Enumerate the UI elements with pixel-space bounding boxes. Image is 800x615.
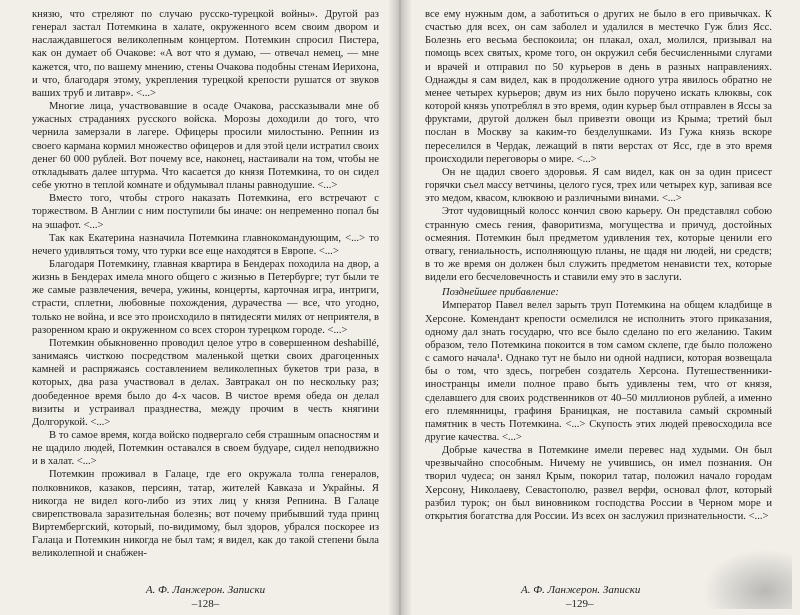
paragraph: Многие лица, участвовавшие в осаде Очакова, рассказывали мне об ужасных страданиях русского войска. Морозы доходили до того, что чернила замерзали в лагере. Офицеры просили милостыню. Репнин из своего кармана кормил множество офицеров и для этой цели истратил своих денег 60 000 рублей. Вот почему все, наконец, настаивали на том, чтобы не откладывать далее штурма. Что касается до князя Потемкина, то он сидел себе уютно в теплой комнате и обдумывал планы равнодушие. <...> [32,101,379,192]
paragraph: Этот чудовищный колосс кончил свою карьеру. Он представлял собою странную смесь гения, фаворитизма, могущества и причуд, достойных осмеяния. Потемкин был предметом удивления тех, которые ценили его отвагу, гениальность, исполняющую планы, не щадя ни людей, ни средств; в то же время он должен был служить предметом ненависти тех, которые видели его бесчеловечность и ставили ему это в заслуги. [425,206,772,284]
paragraph: Так как Екатерина назначила Потемкина главнокомандующим, <...> то нечего удивляться тому, что турки все еще находятся в Европе. <...> [32,232,379,257]
paragraph: В то самое время, когда войско подвергало себя страшным опасностям и не щадило людей, Потемкин оставался в своем будуаре, сидел неподвижно и в халат. <...> [32,430,379,468]
section-subheading: Позднейшее прибавление: [442,287,559,299]
right-page-footer [401,583,800,611]
left-page-footer [0,583,401,611]
paragraph: все ему нужным дом, а заботиться о других не было в его привычках. К счастью для всех, он сам заболел и удалился в местечко Гуж близ Ясс. Болезнь его весьма беспокоила; он плакал, охал, молился, призывал на помощь всех святых, кроме того, он окружил себя бесчисленными слугами и врачей и отправил по 50 курьеров в день в разных направлениях. Однажды я сам видел, как в продолжение одного утра явилось обратно не менее четырех курьеров; двум из них было поручено искать клюквы, сок которой князь употреблял в это время, один курьер был отправлен в Яссы за фруктами, другой должен был привезти овощи из Крыма; третий был послан в Москву за каким-то безделушками. Из Гужа князь вскоре переселился в Чердак, лежащий в пяти верстах от Ясс, где в это время происходили переговоры о мире. <...> [425,9,772,165]
right-page-text [425,8,772,523]
left-page-text [32,8,379,561]
paragraph: Благодаря Потемкину, главная квартира в Бендерах походила на двор, а жизнь в Бендерах имела много общего с жизнью в Петербурге; тут были те же самые развлечения, вечера, ужины, концерты, карточная игра, интриги, страсти, сплетни, любовные похождения, дурачества — все, что угодно, только не война, и все это происходило в пятидесяти милях от неприятеля, в разоренном краю и окруженном со всех сторон турецком городе. <...> [32,258,379,336]
paragraph: Добрые качества в Потемкине имели перевес над худыми. Он был чрезвычайно способным. Ничему не учившись, он имел познания. Он творил чудеса; он занял Крым, покорил татар, положил начало городам Херсону, Николаеву, Севастополю, развел верфи, основал флот, который разбил турок; он был виновником господства России в Черном море и открытия богатства для России. Из всех он заслужил признательности. <...> [425,445,772,522]
paragraph: Он не щадил своего здоровья. Я сам видел, как он за один присест горячки съел массу ветчины, целого гуся, трех или четырех кур, запивая все это медом, квасом, клюквою и различными винами. <...> [425,166,772,205]
paragraph: Потемкин обыкновенно проводил целое утро в совершенном deshabillé, занимаясь чисткою посредством маленькой щетки своих драгоценных камней и распряжаясь составлением великолепных букетов три раза, в которых, два раза участвовал в делах. Завтракал он по нескольку раз; дообеденное время было до 4-х часов. В чистое время обеда он делал визиты и устраивал празднества, между прочим в честь княгини Долгорукой. <...> [32,337,379,428]
page-number: –128– [191,598,220,610]
page-number: –129– [566,598,594,610]
paragraph: Вместо того, чтобы строго наказать Потемкина, его встречают с торжеством. В Англии с ним поступили бы иначе: он непременно попал бы на эшафот. <...> [32,193,379,231]
running-title: А. Ф. Ланжерон. Записки [145,584,266,596]
paragraph: князю, что стреляют по случаю русско-турецкой войны». Другой раз генерал застал Потемкина в халате, окруженного всем своим двором и наслаждавшегося великолепным концертом. Потемкин спросил Пистера, как он думает об Очакове: «А вот что я думаю, — отвечал немец, — мне кажется, что, по вашему мнению, стены Очакова подобны стенам Иерихона, и что, благодаря этому, укрепления турецкой крепости рушатся от звуков ваших труб и литавр». <...> [32,9,379,99]
right-page [401,0,800,615]
paragraph: Император Павел велел зарыть труп Потемкина на общем кладбище в Херсоне. Комендант крепости осмелился не исполнить этого приказания, одному дал знать государю, что все было сделано по его желанию. Таким образом, тело Потемкина покоится в том самом склепе, где было положено с самого начала¹. Однако тут не было ни одной надписи, которая возвещала бы о том, что здесь, погребен создатель Херсона. Путешественники-иностранцы имели полное право быть удивлены тем, что от князя, сделавшего для своих родственников от 40–50 миллионов рублей, а именно его племянницы, графиня Браницкая, не поставила самый скромный памятник в честь Потемкина. <...> Скупость этих людей превосходила все другие качества. <...> [425,300,772,443]
paragraph: Потемкин проживал в Галаце, где его окружала толпа генералов, полковников, казаков, персиян, татар, жителей Кавказа и Украйны. Я никогда не видел кого-либо из этих лиц у князя Репнина. В Галаце свирепствовала заразительная болезнь; вот почему прибывший туда принц Виртембергский, который, по-видимому, был здоров, убрался поскорее из Галаца и Потемкин никогда не был там; я видел, как до такой степени была великолепной и снабжен- [32,469,379,560]
running-title: А. Ф. Ланжерон. Записки [521,584,641,596]
